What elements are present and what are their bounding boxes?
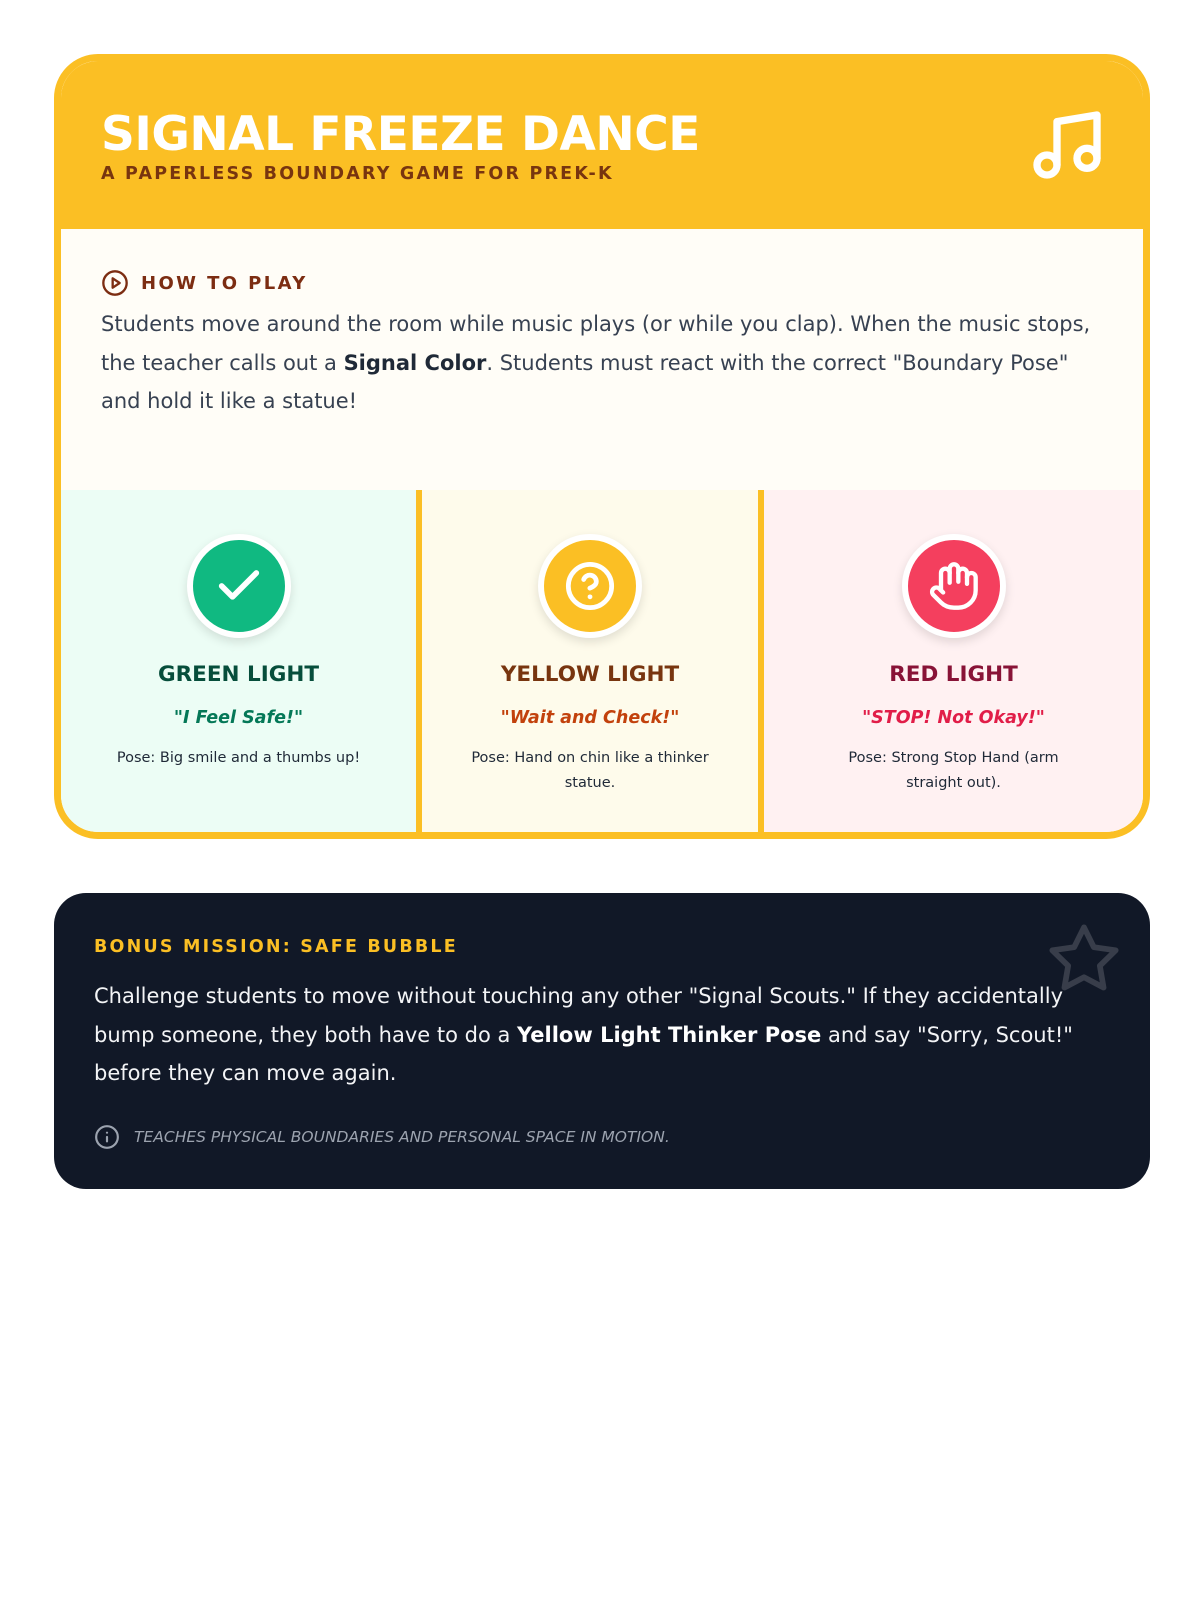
signal-grid <box>61 490 1143 839</box>
signal-pose: Pose: Hand on chin like a thinker statue. <box>471 750 709 791</box>
checkmark-icon <box>213 560 265 612</box>
music-note-icon <box>1027 105 1107 185</box>
signal-card-red <box>764 490 1143 839</box>
stop-hand-icon <box>928 560 980 612</box>
signal-freeze-dance-card <box>54 54 1150 839</box>
signal-name: YELLOW LIGHT <box>500 662 680 687</box>
how-to-play-heading <box>101 269 308 297</box>
signal-quote: "Wait and Check!" <box>500 708 680 728</box>
bonus-mission-label: BONUS MISSION: SAFE BUBBLE <box>94 937 458 957</box>
signal-pose: Pose: Strong Stop Hand (arm straight out). <box>848 750 1059 791</box>
how-to-play-label: HOW TO PLAY <box>141 272 308 294</box>
bonus-mission-text: Challenge students to move without touching any other "Signal Scouts." If they accidentally bump someone, they both have to do a Yellow Light Thinker Pose and say "Sorry, Scout!" before they can move again. <box>94 984 1073 1085</box>
signal-quote: "STOP! Not Okay!" <box>862 708 1045 728</box>
signal-quote: "I Feel Safe!" <box>173 708 304 728</box>
yellow-signal-badge <box>538 534 642 638</box>
how-to-play-text: Students move around the room while music plays (or while you clap). When the music stops, the teacher calls out a Signal Color. Students must react with the correct "Boundary Pose" and hold it like a statue! <box>101 312 1091 413</box>
question-circle-icon <box>564 560 616 612</box>
play-circle-icon <box>101 269 129 297</box>
bonus-note-text: TEACHES PHYSICAL BOUNDARIES AND PERSONAL SPACE IN MOTION. <box>134 1128 670 1146</box>
signal-color-emphasis: Signal Color <box>343 350 487 375</box>
green-signal-badge <box>187 534 291 638</box>
how-to-play-section <box>61 229 1143 490</box>
thinker-pose-emphasis: Yellow Light Thinker Pose <box>517 1022 822 1047</box>
page-title: SIGNAL FREEZE DANCE <box>101 107 700 162</box>
signal-name: GREEN LIGHT <box>157 662 320 687</box>
signal-name: RED LIGHT <box>889 662 1018 687</box>
signal-card-yellow <box>416 490 764 839</box>
page-subtitle: A PAPERLESS BOUNDARY GAME FOR PREK-K <box>101 164 614 184</box>
card-header <box>61 61 1143 229</box>
bonus-note <box>94 1124 670 1150</box>
red-signal-badge <box>902 534 1006 638</box>
signal-pose: Pose: Big smile and a thumbs up! <box>116 750 361 766</box>
info-icon <box>94 1124 120 1150</box>
signal-card-green <box>61 490 416 839</box>
bonus-mission-card <box>54 893 1150 1189</box>
